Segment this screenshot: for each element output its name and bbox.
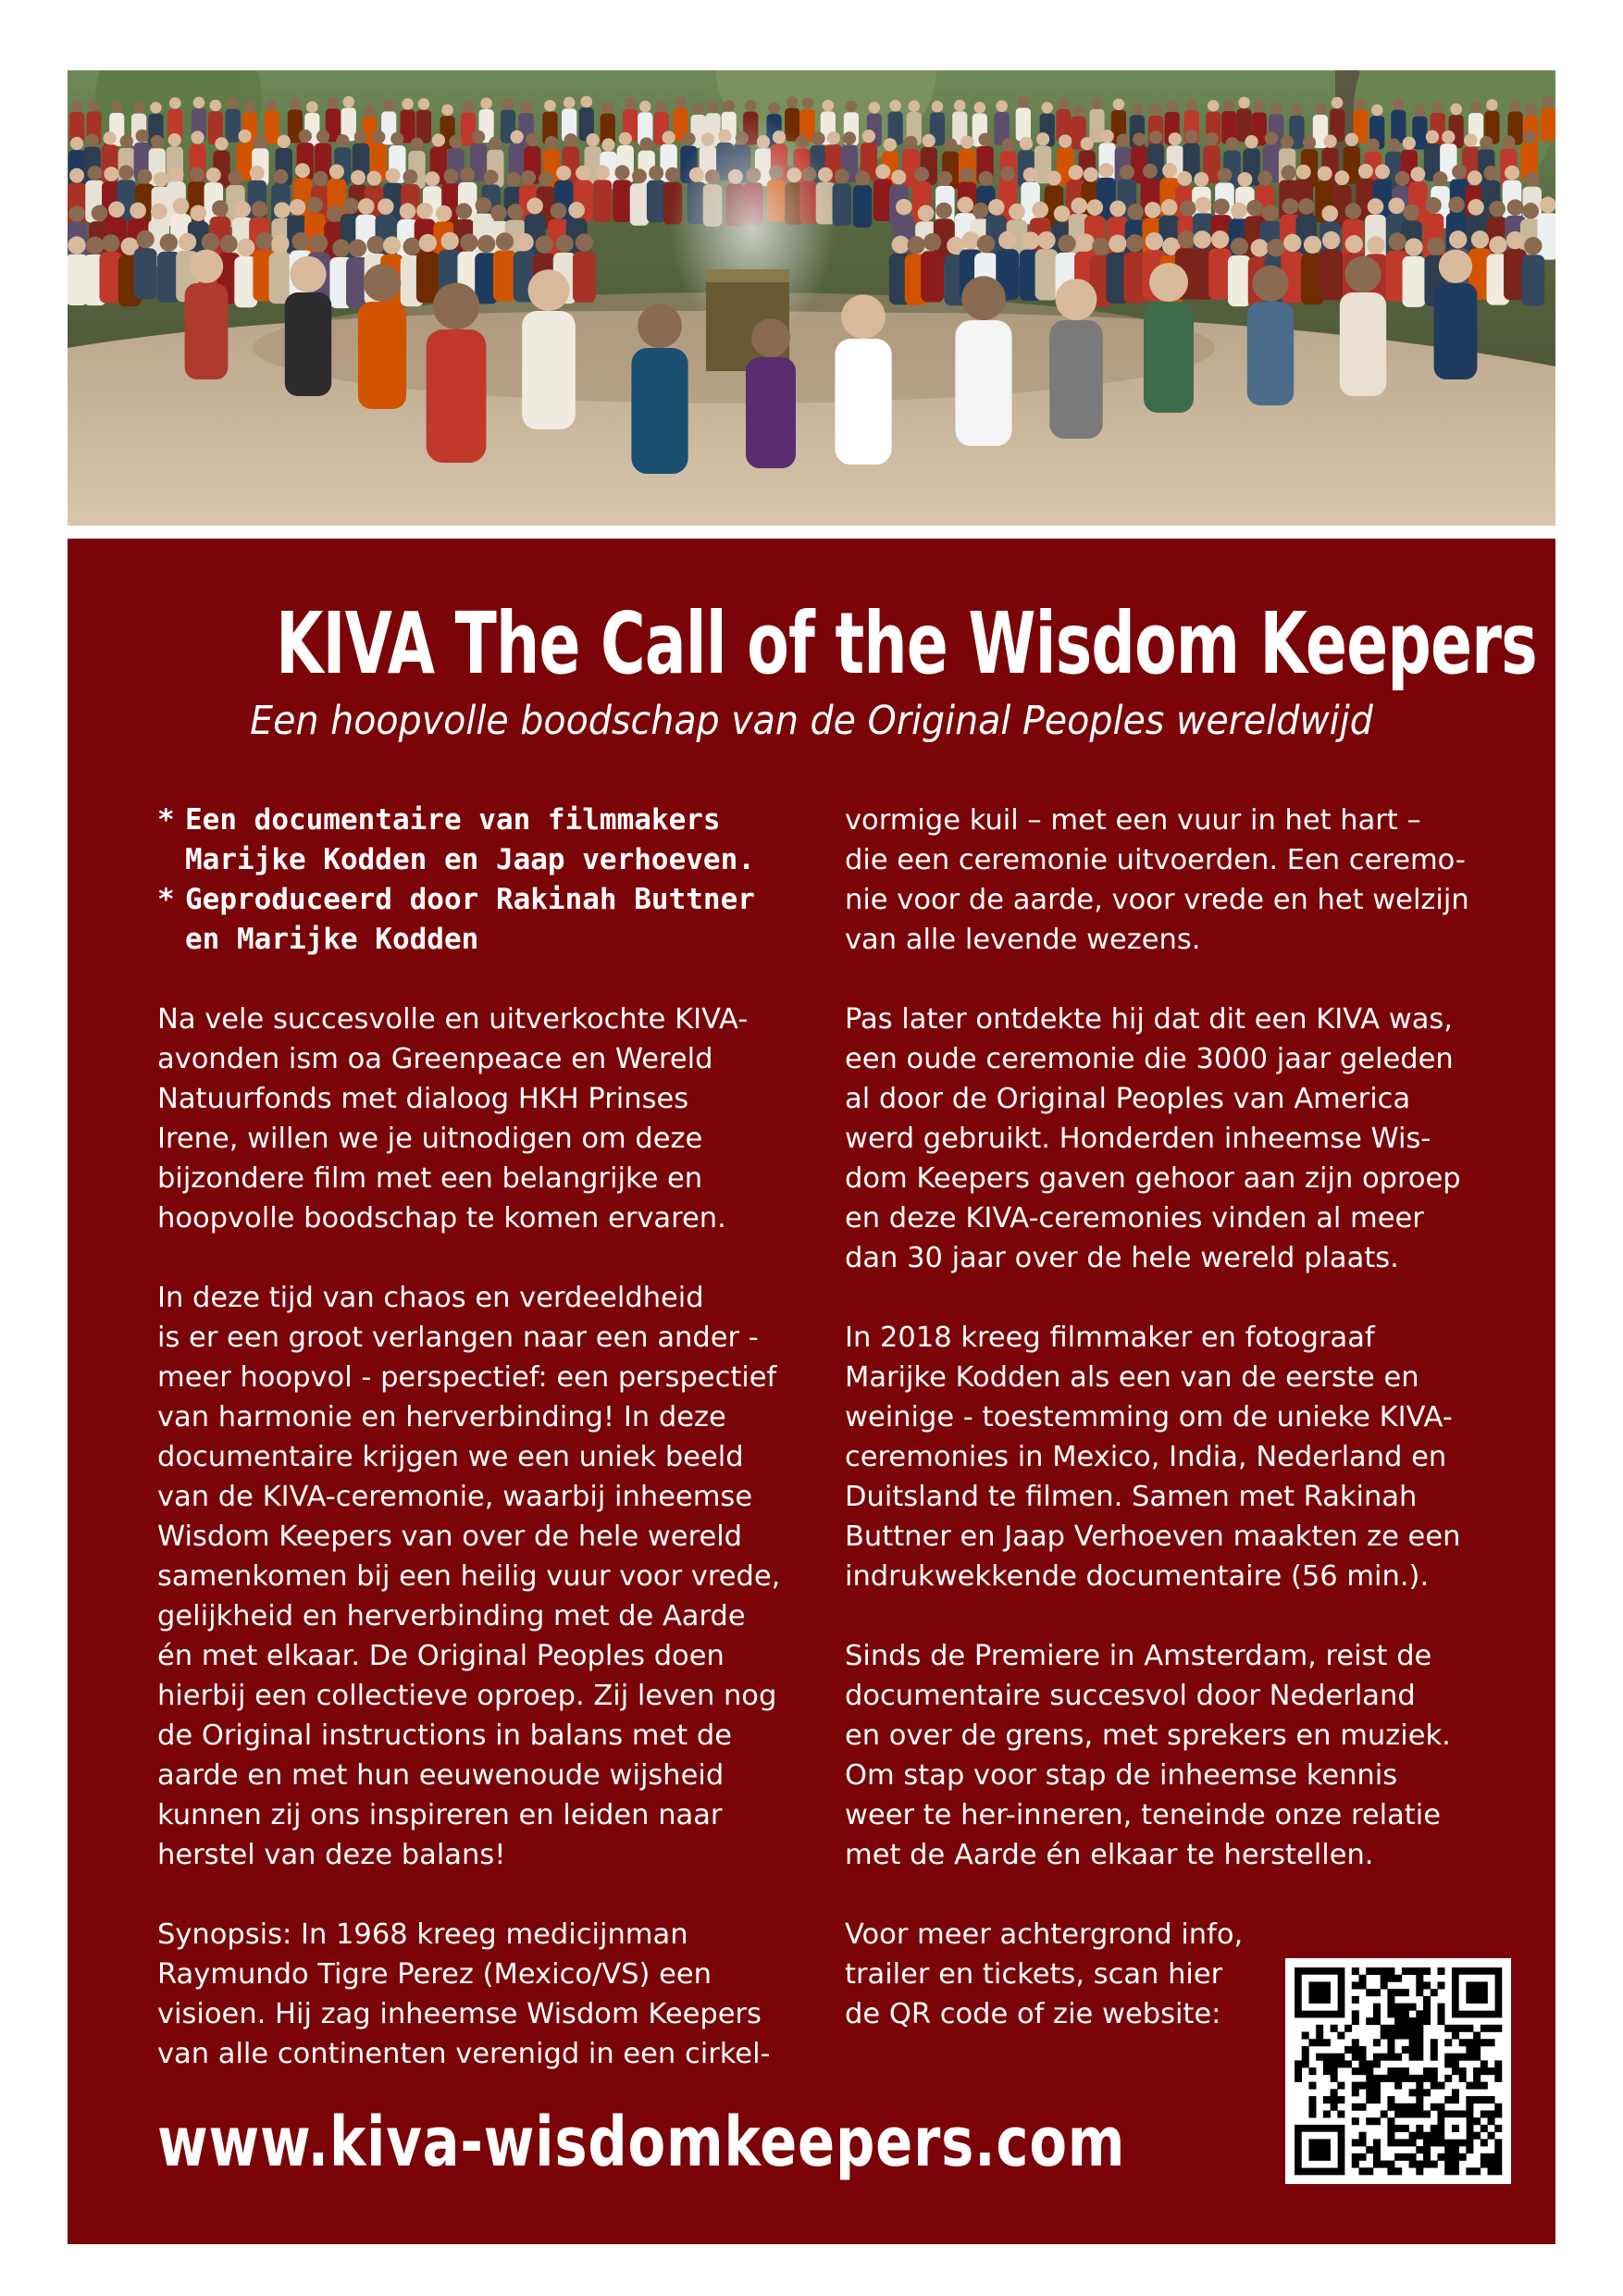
bullet: * bbox=[157, 883, 175, 916]
kiva-history-paragraph: Pas later ontdekte hij dat dit een KIVA was, een oude ceremonie die 3000 jaar geleden al door de Original Peoples van America werd gebruikt. Honderden inheemse Wis- dom Keepers gaven gehoor aan zijn oproep en deze KIVA-ceremonies vinden al meer dan 30 jaar over de hele wereld plaats. bbox=[845, 1003, 1461, 1274]
right-column bbox=[845, 800, 1511, 2074]
credit-item bbox=[157, 880, 824, 960]
synopsis-continued-paragraph: vormige kuil – met een vuur in het hart – die een ceremonie uitvoerden. Een ceremo- nie voor de aarde, voor vrede en het welzijn van alle levende wezens. bbox=[845, 804, 1469, 956]
qr-code-icon[interactable] bbox=[1285, 1958, 1511, 2184]
credits-list bbox=[157, 800, 824, 960]
tour-paragraph: Sinds de Premiere in Amsterdam, reist de documentaire succesvol door Nederland en over de grens, met sprekers en muziek. Om stap voor stap de inheemse kennis weer te her-inneren, teneinde onze relatie met de Aarde én elkaar te herstellen. bbox=[845, 1640, 1451, 1871]
synopsis-paragraph: Synopsis: In 1968 kreeg medicijnman Raymundo Tigre Perez (Mexico/VS) een visioen. Hij zag inheemse Wisdom Keepers van alle continenten verenigd in een cirkel- bbox=[157, 1918, 771, 2070]
website-link[interactable]: www.kiva-wisdomkeepers.com bbox=[157, 2103, 1126, 2182]
context-paragraph: In deze tijd van chaos en verdeeldheid is er een groot verlangen naar een ander - meer hoopvol - perspectief: een perspectief van harmonie en herverbinding! In deze documentaire krijgen we een uniek beeld van de KIVA-ceremonie, waarbij inheemse Wisdom Keepers van over de hele wereld samenkomen bij een heilig vuur voor vrede, gelijkheid en herverbinding met de Aarde én met elkaar. De Original Peoples doen hierbij een collectieve oproep. Zij leven nog de Original instructions in balans met de aarde en met hun eeuwenoude wijsheid kunnen zij ons inspireren en leiden naar herstel van deze balans! bbox=[157, 1282, 781, 1871]
poster-title: KIVA The Call of the Wisdom Keepers bbox=[276, 594, 1537, 693]
filming-paragraph: In 2018 kreeg filmmaker en fotograaf Marijke Kodden als een van de eerste en weinige - toestemming om de unieke KIVA- ceremonies in Mexico, India, Nederland en Duitsland te filmen. Samen met Rakinah Buttner en Jaap Verhoeven maakten ze een indrukwekkende documentaire (56 min.). bbox=[845, 1322, 1461, 1593]
intro-paragraph: Na vele succesvolle en uitverkochte KIVA- avonden ism oa Greenpeace en Wereld Natuurfonds met dialoog HKH Prinses Irene, willen we je uitnodigen om deze bijzondere film met een belangrijke en hoopvolle boodschap te komen ervaren. bbox=[157, 1003, 749, 1235]
credit-text: Geproduceerd door Rakinah Buttner en Marijke Kodden bbox=[185, 883, 755, 956]
more-info-paragraph: Voor meer achtergrond info, trailer en tickets, scan hier de QR code of zie website: bbox=[845, 1918, 1244, 2030]
bullet: * bbox=[157, 803, 175, 837]
credit-text: Een documentaire van filmmakers Marijke Kodden en Jaap verhoeven. bbox=[185, 803, 755, 876]
content-panel bbox=[68, 539, 1555, 2244]
hero-photo bbox=[68, 70, 1555, 526]
credit-item bbox=[157, 800, 824, 880]
left-column bbox=[157, 800, 824, 2114]
poster-subtitle: Een hoopvolle boodschap van de Original Peoples wereldwijd bbox=[250, 698, 1373, 744]
